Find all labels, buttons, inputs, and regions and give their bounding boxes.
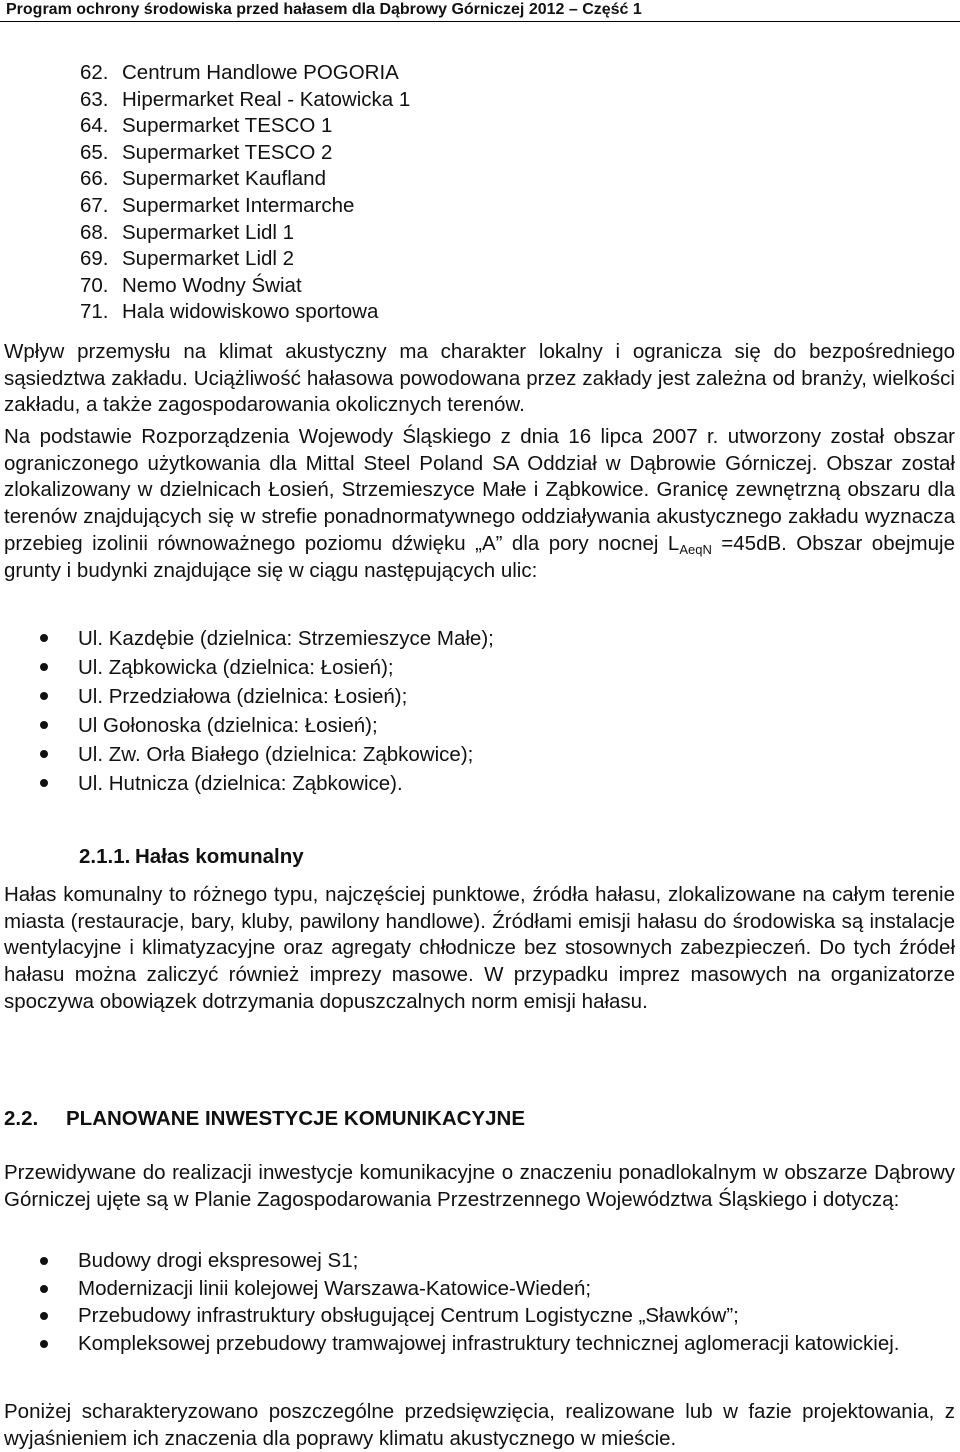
list-item [80,273,410,300]
item-number: 64. [80,114,109,138]
list-item [40,653,494,682]
item-text: Supermarket Lidl 2 [122,247,295,271]
item-number: 71. [80,300,109,324]
list-item [40,740,494,769]
item-number: 68. [80,220,109,244]
list-item [80,220,410,247]
bullet-icon [40,663,48,671]
item-text: Supermarket Lidl 1 [122,220,295,244]
list-item [40,682,494,711]
investment-list [40,1247,955,1357]
header-title: Program ochrony środowiska przed hałasem dla Dąbrowy Górniczej 2012 – Część 1 [6,1,642,18]
section-number: 2.2. [4,1107,39,1130]
street-text: Ul Gołonoska (dzielnica: Łosień); [78,714,378,738]
street-text: Ul. Hutnicza (dzielnica: Ząbkowice). [78,772,403,796]
section-heading-211 [79,845,304,869]
list-item [80,140,410,167]
item-number: 65. [80,140,109,164]
list-item [40,1302,955,1330]
investments-intro-paragraph: Przewidywane do realizacji inwestycje komunikacyjne o znaczeniu ponadlokalnym w obszarze Dąbrowy Górniczej ujęte są w Planie Zagospodarowania Przestrzennego Województwa Śląskiego i dotyczą: [4,1161,955,1211]
investment-text: Budowy drogi ekspresowej S1; [78,1249,359,1272]
item-text: Hala widowiskowo sportowa [122,300,379,324]
facility-list [80,60,410,326]
bullet-icon [40,1312,48,1320]
item-number: 67. [80,193,109,217]
section-title: PLANOWANE INWESTYCJE KOMUNIKACYJNE [66,1107,526,1130]
list-item [40,1330,955,1358]
list-item [80,113,410,140]
item-number: 63. [80,87,109,111]
street-text: Ul. Kazdębie (dzielnica: Strzemieszyce Małe); [78,627,494,650]
item-number: 62. [80,61,109,84]
section-number: 2.1.1. [79,845,131,868]
street-text: Ul. Zw. Orła Białego (dzielnica: Ząbkowice); [78,743,474,767]
list-item [40,769,494,798]
bullet-icon [40,721,48,729]
item-text: Centrum Handlowe POGORIA [122,61,399,84]
item-number: 69. [80,247,109,271]
list-item [40,1275,955,1303]
regulation-text: Na podstawie Rozporządzenia Wojewody Śląskiego z dnia 16 lipca 2007 r. utworzony został obszar ograniczonego użytkowania dla Mittal Steel Poland SA Oddział w Dąbrowie Górniczej. Obszar został zlokalizowany w dzielnicach Łosień, Strzemieszyce Małe i Ząbkowice. Granicę zewnętrzną obszaru dla terenów znajdujących się w strefie ponadnormatywnego oddziaływania akustycznego zakładu wyznacza przebieg izolinii równoważnego poziomu dźwięku „A” dla pory nocnej L [4,425,955,555]
list-item [40,624,494,653]
industry-paragraph: Wpływ przemysłu na klimat akustyczny ma charakter lokalny i ogranicza się do bezpośredniego sąsiedztwa zakładu. Uciążliwość hałasowa powodowana przez zakłady jest zależna od branży, wielkości zakładu, a także zagospodarowania okolicznych terenów. [4,340,955,417]
section-heading-22 [4,1107,525,1131]
list-item [80,60,410,87]
street-text: Ul. Ząbkowicka (dzielnica: Łosień); [78,656,394,680]
list-item [80,87,410,114]
item-text: Nemo Wodny Świat [122,273,302,297]
page-header [0,0,960,22]
list-item [80,166,410,193]
bullet-icon [40,1340,48,1348]
item-text: Hipermarket Real - Katowicka 1 [122,87,411,111]
list-item [40,1247,955,1275]
item-text: Supermarket Intermarche [122,193,355,217]
list-item [80,193,410,220]
item-text: Supermarket TESCO 2 [122,140,333,164]
item-number: 66. [80,167,109,191]
investment-text: Przebudowy infrastruktury obsługującej Centrum Logistyczne „Sławków”; [78,1304,739,1328]
aeqn-subscript: AeqN [679,541,712,557]
regulation-paragraph [4,424,955,584]
section-title: Hałas komunalny [135,845,304,868]
street-list [40,624,494,799]
list-item [80,299,410,326]
item-number: 70. [80,273,109,297]
item-text: Supermarket Kaufland [122,167,326,191]
communal-noise-paragraph: Hałas komunalny to różnego typu, najczęściej punktowe, źródła hałasu, zlokalizowane na całym terenie miasta (restauracje, bary, kluby, pawilony handlowe). Źródłami emisji hałasu do środowiska są instalacje wentylacyjne i klimatyzacyjne oraz agregaty chłodnicze bez stosownych zabezpieczeń. Do tych źródeł hałasu można zaliczyć również imprezy masowe. W przypadku imprez masowych na organizatorze spoczywa obowiązek dotrzymania dopuszczalnych norm emisji hałasu. [4,883,955,1013]
list-item [40,711,494,740]
bullet-icon [40,779,48,787]
bullet-icon [40,634,48,642]
item-text: Supermarket TESCO 1 [122,114,333,138]
investment-text: Modernizacji linii kolejowej Warszawa-Katowice-Wiedeń; [78,1276,592,1300]
investment-text: Kompleksowej przebudowy tramwajowej infrastruktury technicznej aglomeracji katowickiej. [78,1331,900,1355]
bullet-icon [40,692,48,700]
bullet-icon [40,1257,48,1265]
street-text: Ul. Przedziałowa (dzielnica: Łosień); [78,685,408,709]
closing-paragraph: Poniżej scharakteryzowano poszczególne przedsięwzięcia, realizowane lub w fazie projektowania, z wyjaśnieniem ich znaczenia dla poprawy klimatu akustycznego w mieście. [4,1400,955,1450]
bullet-icon [40,1285,48,1293]
regulation-text-end: =45dB. Obszar obejmuje grunty i budynki znajdujące się w ciągu następujących ulic: [4,531,955,582]
bullet-icon [40,750,48,758]
list-item [80,246,410,273]
